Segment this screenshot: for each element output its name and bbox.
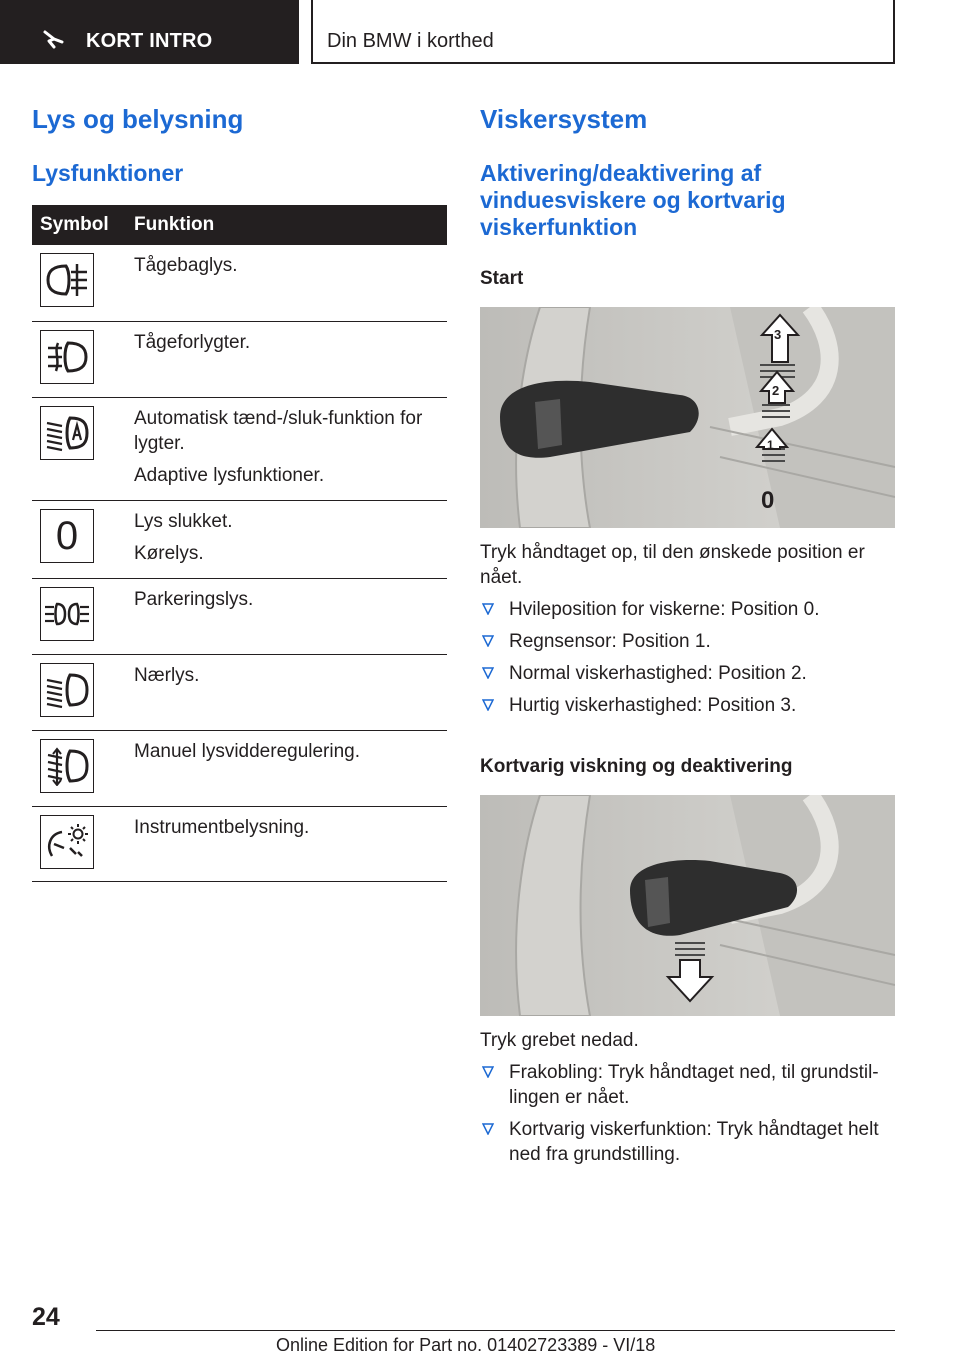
low-beam-icon	[44, 670, 90, 710]
position-label-1: 1	[767, 438, 774, 452]
footer-divider	[96, 1330, 895, 1331]
function-text: Manuel lysvidderegulering.	[134, 740, 361, 762]
function-text: Instrumentbelysning.	[134, 816, 310, 838]
triangle-bullet-icon	[482, 1123, 494, 1135]
table-row	[32, 806, 447, 881]
lights-off-icon: 0	[55, 513, 79, 558]
chapter-tab[interactable]	[311, 0, 895, 64]
function-text: Automatisk tænd-/sluk-funktion for lygter.	[134, 407, 423, 454]
table-header-symbol: Symbol	[32, 205, 126, 245]
wiper-lever-down-image	[480, 795, 895, 1016]
start-heading: Start	[480, 268, 524, 289]
start-instruction: Tryk håndtaget op, til den ønskede position er nået.	[480, 542, 865, 588]
triangle-bullet-icon	[482, 603, 494, 615]
triangle-bullet-icon	[482, 635, 494, 647]
list-item: Regnsensor: Position 1.	[480, 629, 895, 654]
table-row	[32, 500, 447, 578]
auto-headlight-icon	[44, 413, 90, 453]
section-tab[interactable]	[0, 0, 299, 64]
position-label-0: 0	[761, 487, 775, 514]
list-item: Hurtig viskerhastighed: Position 3.	[480, 693, 895, 718]
short-wipe-list	[480, 1060, 895, 1167]
start-position-list	[480, 597, 895, 718]
front-fog-light-icon	[44, 337, 90, 377]
section-title-lights: Lys og belysning	[32, 104, 244, 134]
short-wipe-heading: Kortvarig viskning og deaktivering	[480, 756, 793, 777]
function-text: Adaptive lysfunktioner.	[134, 464, 325, 486]
wiper-lever-up-image	[480, 307, 895, 528]
car-headlight-icon	[42, 29, 66, 49]
parking-light-icon	[43, 594, 91, 634]
footer-edition: Online Edition for Part no. 01402723389 - VI/18	[276, 1335, 656, 1355]
function-text: Nærlys.	[134, 664, 200, 686]
table-row	[32, 654, 447, 730]
function-text: Tågeforlygter.	[134, 331, 251, 353]
instrument-lighting-icon	[44, 822, 90, 862]
list-item: Kortvarig viskerfunktion: Tryk håndtaget helt ned fra grundstilling.	[480, 1117, 895, 1167]
position-label-2: 2	[772, 383, 780, 398]
function-text: Lys slukket.	[134, 510, 233, 532]
headlight-range-control-icon	[44, 746, 90, 786]
short-wipe-instruction: Tryk grebet nedad.	[480, 1030, 639, 1051]
list-item: Normal viskerhastighed: Position 2.	[480, 661, 895, 686]
light-functions-table	[32, 205, 447, 882]
function-text: Parkeringslys.	[134, 588, 254, 610]
triangle-bullet-icon	[482, 699, 494, 711]
function-text: Tågebaglys.	[134, 255, 238, 276]
section-tab-label: KORT INTRO	[86, 30, 213, 52]
function-text: Kørelys.	[134, 542, 204, 564]
rear-fog-light-icon	[44, 260, 90, 300]
chapter-tab-label: Din BMW i korthed	[327, 30, 494, 52]
table-row	[32, 578, 447, 654]
table-row	[32, 397, 447, 500]
table-header-function: Funktion	[126, 205, 447, 245]
list-item: Frakobling: Tryk håndtaget ned, til grundstil-lingen er nået.	[480, 1060, 895, 1110]
triangle-bullet-icon	[482, 1066, 494, 1078]
table-row	[32, 245, 447, 321]
section-subtitle-wiper-activation: Aktivering/deaktivering af vinduesviskere og kortvarig viskerfunktion	[480, 160, 786, 240]
table-row	[32, 730, 447, 806]
table-row	[32, 321, 447, 397]
section-title-wipers: Viskersystem	[480, 104, 648, 134]
triangle-bullet-icon	[482, 667, 494, 679]
page-header	[0, 0, 960, 66]
position-label-3: 3	[774, 327, 782, 342]
list-item: Hvileposition for viskerne: Position 0.	[480, 597, 895, 622]
section-subtitle-light-functions: Lysfunktioner	[32, 160, 184, 186]
page-number: 24	[32, 1303, 60, 1331]
